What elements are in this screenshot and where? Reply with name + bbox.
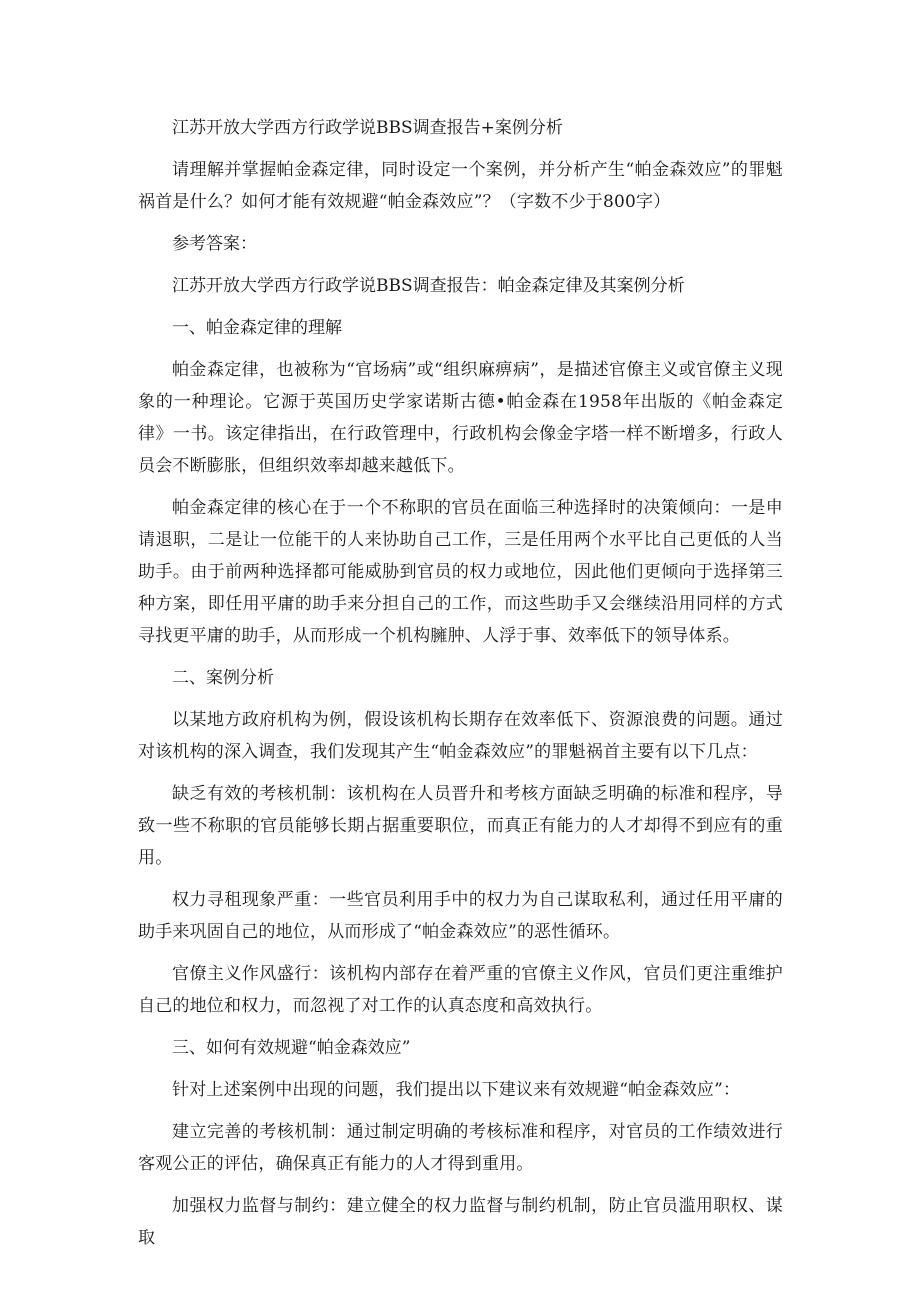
section2-paragraph-2: 缺乏有效的考核机制：该机构在人员晋升和考核方面缺乏明确的标准和程序，导致一些不称职的官员能够长期占据重要职位，而真正有能力的人才却得不到应有的重用。 xyxy=(138,784,783,868)
section-heading-2: 二、案例分析 xyxy=(172,668,274,688)
section1-paragraph-1: 帕金森定律，也被称为“官场病”或“组织麻痹病”，是描述官僚主义或官僚主义现象的一种理论。它源于英国历史学家诺斯古德•帕金森在1958年出版的《帕金森定律》一书。该定律指出，在行政管理中，行政机构会像金字塔一样不断增多，行政人员会不断膨胀，但组织效率却越来越低下。 xyxy=(138,360,783,476)
section3-paragraph-1: 针对上述案例中出现的问题，我们提出以下建议来有效规避“帕金森效应”： xyxy=(172,1080,741,1100)
section2-paragraph-1: 以某地方政府机构为例，假设该机构长期存在效率低下、资源浪费的问题。通过对该机构的深入调查，我们发现其产生“帕金森效应”的罪魁祸首主要有以下几点： xyxy=(138,710,783,762)
document-body xyxy=(138,112,783,1264)
report-title: 江苏开放大学西方行政学说BBS调查报告：帕金森定律及其案例分析 xyxy=(172,276,685,296)
section-heading-1: 一、帕金森定律的理解 xyxy=(172,318,342,338)
section3-paragraph-3: 加强权力监督与制约：建立健全的权力监督与制约机制，防止官员滥用职权、谋取 xyxy=(138,1196,783,1248)
answer-label: 参考答案： xyxy=(172,234,257,254)
question-paragraph: 请理解并掌握帕金森定律，同时设定一个案例，并分析产生“帕金森效应”的罪魁祸首是什么？如何才能有效规避“帕金森效应”？（字数不少于800字） xyxy=(138,160,783,212)
section2-paragraph-3: 权力寻租现象严重：一些官员利用手中的权力为自己谋取私利，通过任用平庸的助手来巩固自己的地位，从而形成了“帕金森效应”的恶性循环。 xyxy=(138,890,783,942)
section3-paragraph-2: 建立完善的考核机制：通过制定明确的考核标准和程序，对官员的工作绩效进行客观公正的评估，确保真正有能力的人才得到重用。 xyxy=(138,1122,783,1174)
section2-paragraph-4: 官僚主义作风盛行：该机构内部存在着严重的官僚主义作风，官员们更注重维护自己的地位和权力，而忽视了对工作的认真态度和高效执行。 xyxy=(138,964,783,1016)
section1-paragraph-2: 帕金森定律的核心在于一个不称职的官员在面临三种选择时的决策倾向：一是申请退职，二是让一位能干的人来协助自己工作，三是任用两个水平比自己更低的人当助手。由于前两种选择都可能威胁到官员的权力或地位，因此他们更倾向于选择第三种方案，即任用平庸的助手来分担自己的工作，而这些助手又会继续沿用同样的方式寻找更平庸的助手，从而形成一个机构臃肿、人浮于事、效率低下的领导体系。 xyxy=(138,498,783,646)
section-heading-3: 三、如何有效规避“帕金森效应” xyxy=(172,1038,411,1058)
document-title: 江苏开放大学西方行政学说BBS调查报告+案例分析 xyxy=(172,118,563,138)
